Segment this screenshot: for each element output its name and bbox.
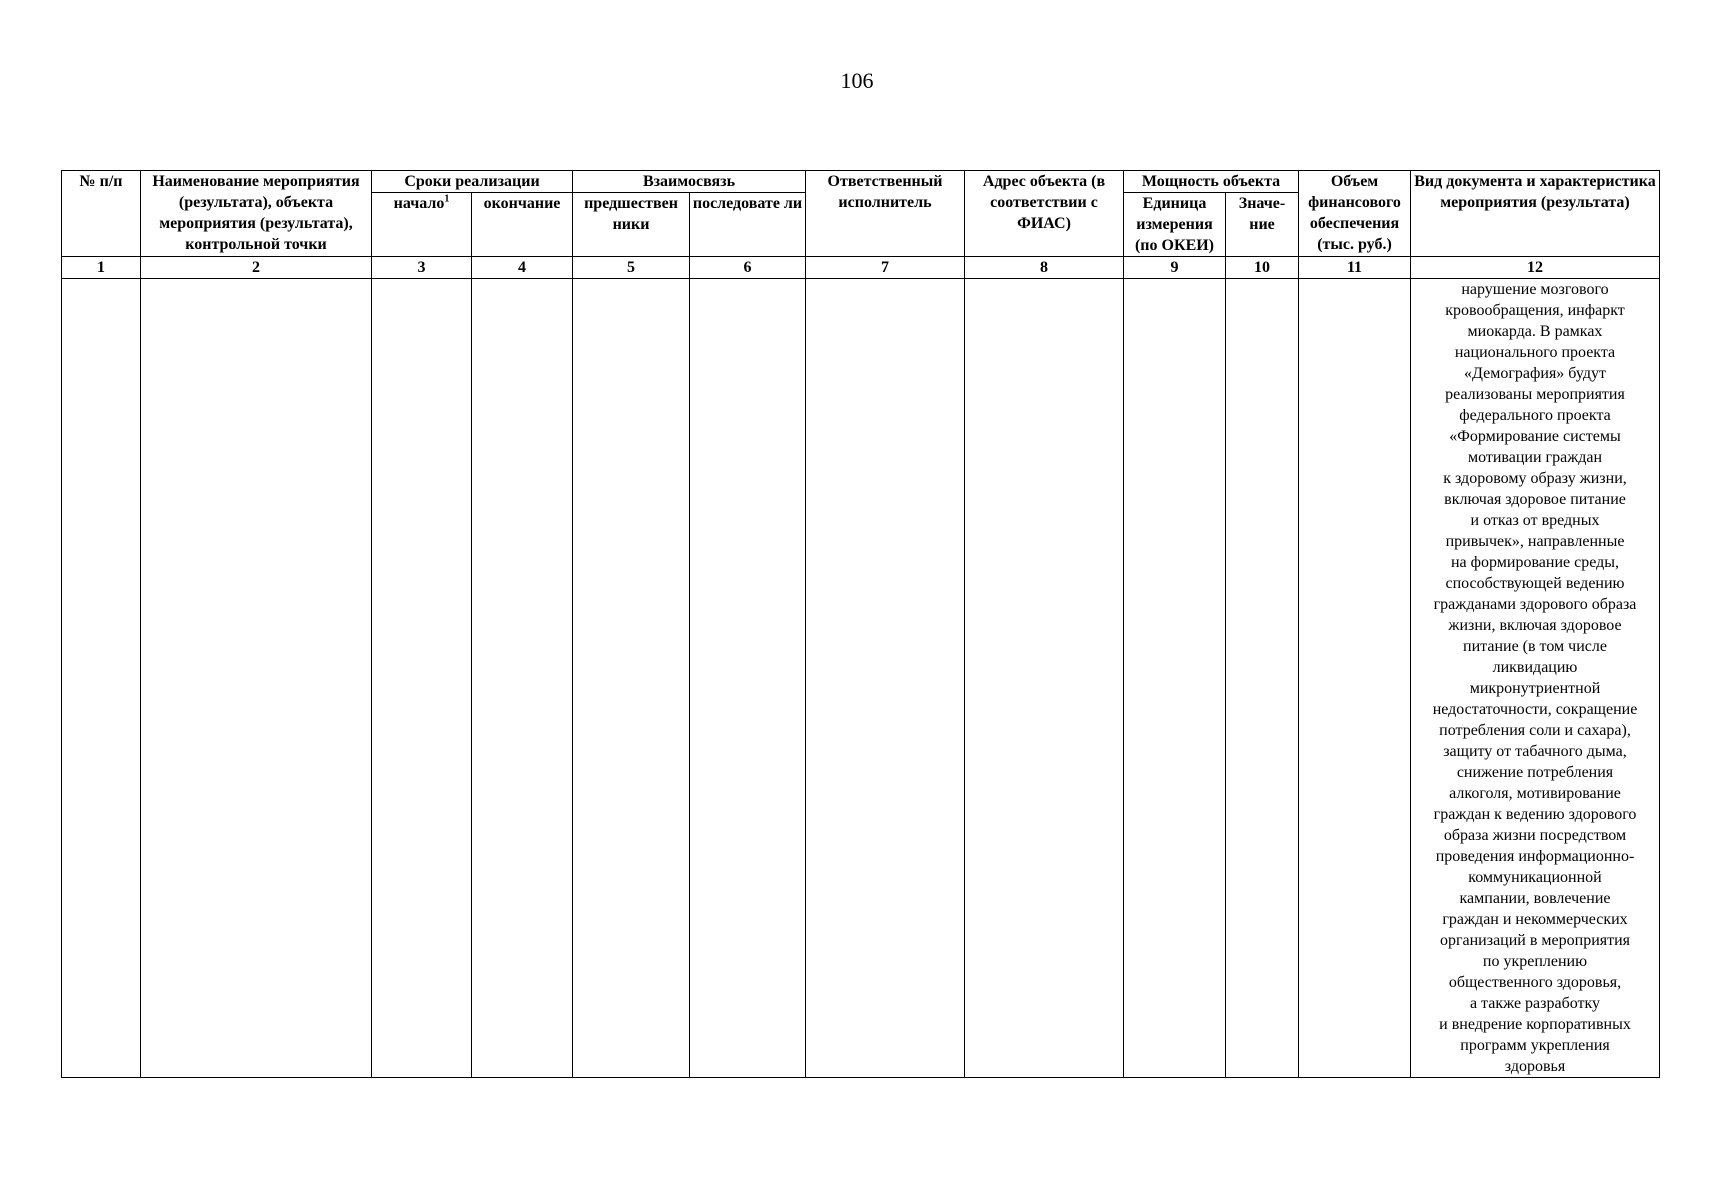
column-number: 6 [690, 257, 806, 279]
description-line: алкоголя, мотивирование [1449, 785, 1621, 802]
header-capacity-value: Значе- ние [1226, 193, 1299, 257]
description-line: образа жизни посредством [1443, 827, 1627, 844]
description-line: к здоровому образу жизни, [1443, 470, 1627, 487]
description-line: потребления соли и сахара), [1439, 722, 1631, 739]
header-name: Наименование мероприятия (результата), объекта мероприятия (результата), контрольной точки [141, 171, 372, 257]
description-line: по укреплению [1482, 953, 1588, 970]
header-responsible: Ответственный исполнитель [806, 171, 965, 257]
description-line: организаций в мероприятия [1439, 932, 1631, 949]
description-line: проведения информационно- [1435, 848, 1635, 865]
header-row-1 [62, 171, 1660, 193]
column-number: 11 [1299, 257, 1411, 279]
column-number-row [62, 257, 1660, 279]
description-line: жизни, включая здоровое [1448, 617, 1622, 634]
description-line: привычек», направленные [1445, 533, 1625, 550]
header-successors: последовате ли [690, 193, 806, 257]
cell-predecessors [573, 279, 690, 1078]
header-timing: Сроки реализации [372, 171, 573, 193]
description-line: питание (в том числе [1463, 638, 1607, 655]
description-line: реализованы мероприятия [1445, 386, 1625, 403]
column-number: 4 [472, 257, 573, 279]
cell-name [141, 279, 372, 1078]
header-num: № п/п [62, 171, 141, 257]
description-line: здоровья [1504, 1058, 1566, 1075]
header-predecessors: предшествен ники [573, 193, 690, 257]
activities-table [61, 170, 1660, 1078]
description-line: граждан и некоммерческих [1442, 911, 1628, 928]
description-line: ликвидацию [1492, 659, 1578, 676]
header-capacity-unit: Единица измерения (по ОКЕИ) [1124, 193, 1226, 257]
column-number: 9 [1124, 257, 1226, 279]
cell-responsible [806, 279, 965, 1078]
cell-capacity-value [1226, 279, 1299, 1078]
cell-doc-description [1411, 279, 1660, 1078]
column-number: 5 [573, 257, 690, 279]
description-line: нарушение мозгового [1461, 281, 1609, 298]
column-number: 8 [965, 257, 1124, 279]
description-text [1413, 279, 1657, 1077]
description-line: на формирование среды, [1450, 554, 1620, 571]
column-number: 7 [806, 257, 965, 279]
timing-start-footnote: 1 [444, 193, 450, 205]
header-capacity: Мощность объекта [1124, 171, 1299, 193]
description-line: снижение потребления [1456, 764, 1614, 781]
column-number: 1 [62, 257, 141, 279]
description-line: «Демография» будут [1464, 365, 1606, 382]
description-line: кровообращения, инфаркт [1445, 302, 1625, 319]
cell-start [372, 279, 472, 1078]
cell-finance [1299, 279, 1411, 1078]
header-address: Адрес объекта (в соответствии с ФИАС) [965, 171, 1124, 257]
description-line: защиту от табачного дыма, [1443, 743, 1627, 760]
header-timing-start [372, 193, 472, 257]
description-line: кампании, вовлечение [1459, 890, 1611, 907]
description-line: мотивации граждан [1467, 449, 1603, 466]
description-line: коммуникационной [1468, 869, 1602, 886]
cell-successors [690, 279, 806, 1078]
header-timing-end: окончание [472, 193, 573, 257]
description-line: и отказ от вредных [1470, 512, 1600, 529]
column-number: 2 [141, 257, 372, 279]
timing-start-label: начало [393, 195, 445, 212]
header-links: Взаимосвязь [573, 171, 806, 193]
page-number: 106 [840, 68, 874, 93]
description-line: микронутриентной [1469, 680, 1601, 697]
description-line: включая здоровое питание [1444, 491, 1626, 508]
description-line: гражданами здорового образа [1433, 596, 1637, 613]
column-number: 3 [372, 257, 472, 279]
cell-capacity-unit [1124, 279, 1226, 1078]
cell-end [472, 279, 573, 1078]
description-line: миокарда. В рамках [1467, 323, 1603, 340]
description-line: недостаточности, сокращение [1432, 701, 1638, 718]
column-number: 12 [1411, 257, 1660, 279]
description-line: и внедрение корпоративных [1439, 1016, 1631, 1033]
header-finance: Объем финансового обеспечения (тыс. руб.) [1299, 171, 1411, 257]
table-row [62, 279, 1660, 1078]
description-line: программ укрепления [1460, 1037, 1610, 1054]
description-line: федерального проекта [1459, 407, 1611, 424]
description-line: национального проекта [1454, 344, 1616, 361]
cell-num [62, 279, 141, 1078]
description-line: способствующей ведению [1445, 575, 1625, 592]
description-line: общественного здоровья, [1448, 974, 1622, 991]
description-line: а также разработку [1469, 995, 1601, 1012]
cell-address [965, 279, 1124, 1078]
column-number: 10 [1226, 257, 1299, 279]
header-doc-type: Вид документа и характеристика мероприятия (результата) [1411, 171, 1660, 257]
description-line: «Формирование системы [1449, 428, 1621, 445]
description-line: граждан к ведению здорового [1433, 806, 1637, 823]
